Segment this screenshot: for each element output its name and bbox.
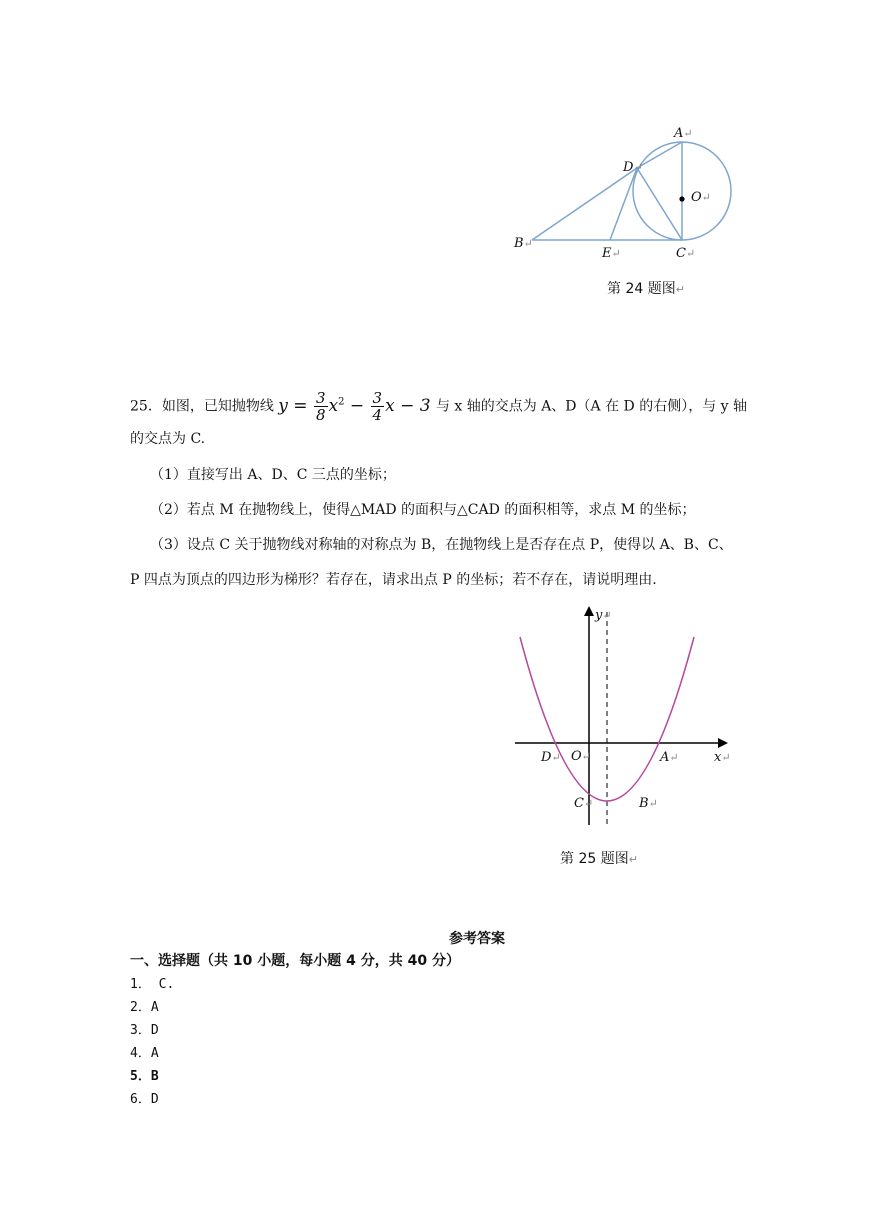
- q25-part1: （1）直接写出 A、D、C 三点的坐标；: [150, 467, 396, 483]
- question-number: 25．: [130, 398, 162, 415]
- q25-part2: （2）若点 M 在抛物线上，使得△MAD 的面积与△CAD 的面积相等，求点 M 的坐标；: [150, 502, 696, 518]
- segment-dc: [637, 168, 682, 240]
- segment-bd: [532, 168, 637, 240]
- figure-24-caption: 第 24 题图↵: [607, 281, 685, 297]
- segment-da: [637, 142, 682, 168]
- center-point: [679, 196, 684, 201]
- q25-line1: [130, 382, 747, 422]
- answer-item: 4．A: [130, 1046, 159, 1061]
- label-b: B↵: [514, 236, 533, 251]
- label-d: D↵: [541, 750, 561, 765]
- figure-24: [500, 120, 750, 310]
- label-d: D↵: [623, 160, 643, 175]
- answer-item: 6．D: [130, 1092, 159, 1107]
- label-b: B↵: [639, 796, 658, 811]
- label-e: E↵: [602, 246, 621, 261]
- segment-de: [610, 168, 637, 240]
- q25-after-equation: 与 x 轴的交点为 A、D（A 在 D 的右侧），与 y 轴: [435, 398, 748, 415]
- q25-line2: 的交点为 C.: [130, 431, 206, 447]
- answers-heading: 参考答案: [449, 931, 505, 947]
- label-x: x↵: [714, 750, 731, 765]
- label-a: A↵: [660, 750, 679, 765]
- label-c: C↵: [574, 796, 594, 811]
- answer-item: 3．D: [130, 1023, 159, 1038]
- figure-25-caption: 第 25 题图↵: [560, 851, 638, 867]
- answer-item: 1． C.: [130, 977, 175, 992]
- section-1-heading: 一、选择题（共 10 小题，每小题 4 分，共 40 分）: [130, 953, 460, 969]
- figure-25: [505, 600, 745, 870]
- label-y: y↵: [595, 608, 612, 623]
- label-a: A↵: [674, 126, 693, 141]
- answer-item: 2．A: [130, 1000, 159, 1015]
- q25-part3-line1: （3）设点 C 关于抛物线对称轴的对称点为 B，在抛物线上是否存在点 P，使得以 A、B、C、: [150, 537, 733, 553]
- label-c: C↵: [676, 246, 696, 261]
- x-axis-arrow: [718, 738, 728, 748]
- q25-part3-line2: P 四点为顶点的四边形为梯形？若存在，请求出点 P 的坐标；若不存在，请说明理由.: [130, 572, 657, 588]
- fraction-3-8: $\frac{3}{8}$: [315, 388, 326, 424]
- answer-item: 5．B: [130, 1069, 159, 1084]
- figure-25-drawing: [505, 600, 745, 840]
- label-o: O↵: [691, 190, 711, 205]
- label-o: O↵: [571, 749, 591, 764]
- y-axis-arrow: [584, 606, 594, 616]
- q25-intro: 如图，已知抛物线: [161, 398, 274, 415]
- equation: y = $\frac{3}{8}$ $x^2$ − $\frac{3}{4}$ x − 3: [278, 388, 431, 424]
- fraction-3-4: $\frac{3}{4}$: [372, 388, 383, 424]
